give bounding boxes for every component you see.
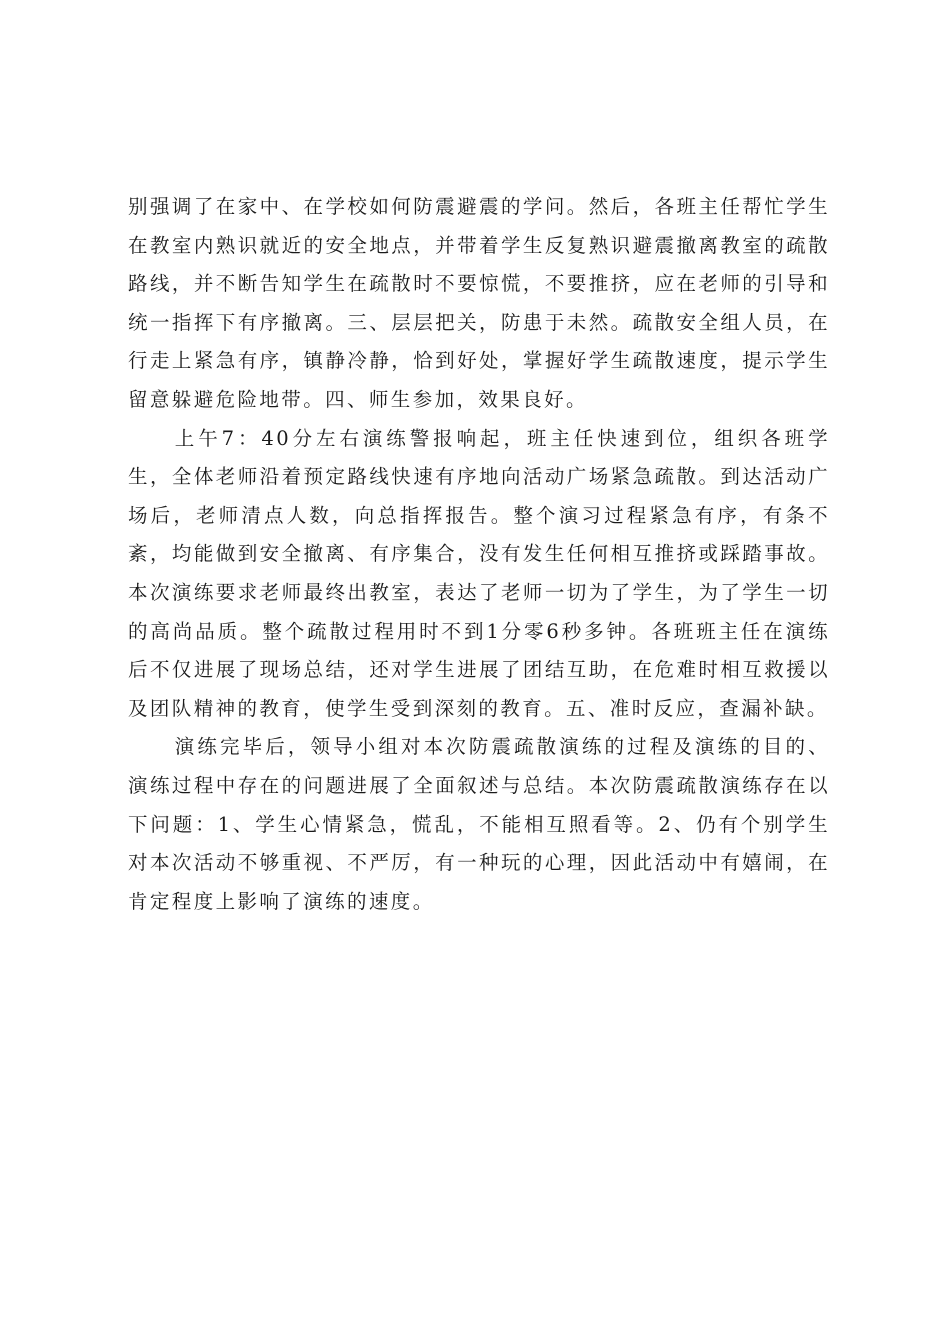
paragraph-2: 上午7：40分左右演练警报响起，班主任快速到位，组织各班学生，全体老师沿着预定路线快速有序地向活动广场紧急疏散。到达活动广场后，老师清点人数，向总指挥报告。整个演习过程紧急有序，有条不紊，均能做到安全撤离、有序集合，没有发生任何相互推挤或踩踏事故。本次演练要求老师最终出教室，表达了老师一切为了学生，为了学生一切的高尚品质。整个疏散过程用时不到1分零6秒多钟。各班班主任在演练后不仅进展了现场总结，还对学生进展了团结互助，在危难时相互救援以及团队精神的教育，使学生受到深刻的教育。五、准时反应，查漏补缺。 bbox=[128, 426, 830, 720]
paragraph-1: 别强调了在家中、在学校如何防震避震的学问。然后，各班主任帮忙学生在教室内熟识就近的安全地点，并带着学生反复熟识避震撤离教室的疏散路线，并不断告知学生在疏散时不要惊慌，不要推挤，应在老师的引导和统一指挥下有序撤离。三、层层把关，防患于未然。疏散安全组人员，在行走上紧急有序，镇静冷静，恰到好处，掌握好学生疏散速度，提示学生留意躲避危险地带。四、师生参加，效果良好。 bbox=[128, 195, 830, 411]
document-body bbox=[128, 188, 830, 921]
paragraph-3: 演练完毕后，领导小组对本次防震疏散演练的过程及演练的目的、演练过程中存在的问题进展了全面叙述与总结。本次防震疏散演练存在以下问题：1、学生心情紧急，慌乱，不能相互照看等。2、仍有个别学生对本次活动不够重视、不严厉，有一种玩的心理，因此活动中有嬉闹，在肯定程度上影响了演练的速度。 bbox=[128, 735, 830, 913]
